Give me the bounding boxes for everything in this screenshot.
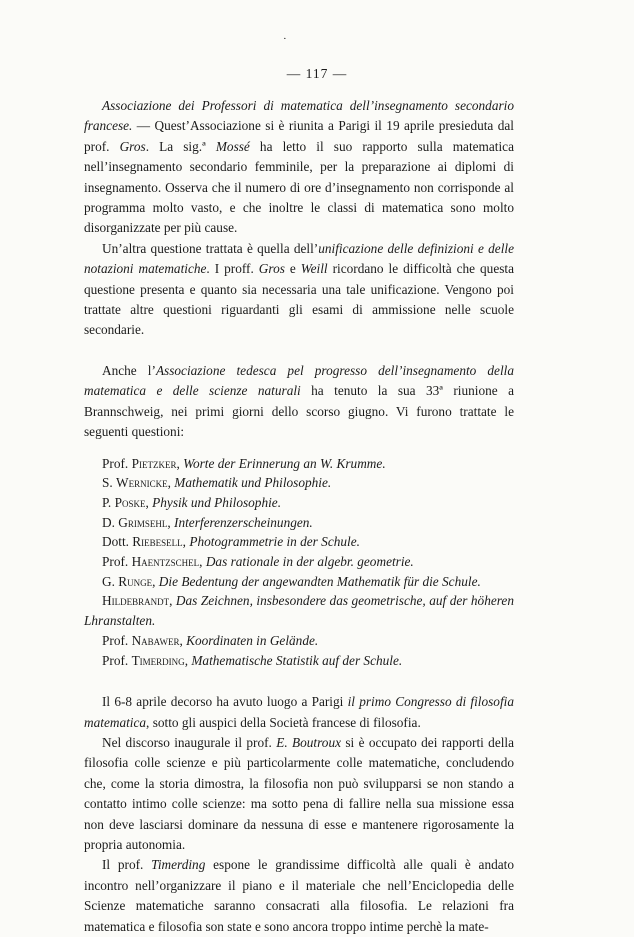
list-item: P. Poske, Physik und Philosophie.	[102, 494, 282, 510]
list-item: D. Grimsehl, Interferenzerscheinungen.	[102, 514, 313, 530]
section-gap	[84, 670, 514, 692]
list-item: Prof. Nabawer, Koordinaten in Gelände.	[102, 632, 319, 648]
paragraph-philosophy-congress: Il 6-8 aprile decorso ha avuto luogo a Parigi il primo Congresso di filosofia matematica, sotto gli auspici della Società francese di filosofia.	[84, 694, 514, 730]
list-item: Dott. Riebesell, Photogrammetrie in der Schule.	[102, 534, 360, 550]
body-text	[84, 96, 514, 937]
top-mark: ·	[283, 33, 287, 45]
list-item: Prof. Pietzker, Worte der Erinnerung an W. Krumme.	[102, 455, 386, 471]
paragraph-french-association: Associazione dei Professori di matematica dell’insegnamento secondario francese. — Quest’Associazione si è riunita a Parigi il 19 aprile presieduta dal prof. Gros. La sig.ª Mossé ha letto il suo rapporto sulla matematica nell’insegnamento secondario femminile, per la preparazione ai diplomi di insegnamento. Osserva che il numero di ore d’insegnamento non corrisponde al programma molto vasto, e che inoltre le classi di matematica sono molto disorganizzate per più cause.	[84, 98, 514, 236]
list-item: Hildebrandt, Das Zeichnen, insbesondere das geometrische, auf der höheren Lhranstalten.	[84, 593, 514, 629]
list-item: S. Wernicke, Mathematik und Philosophie.	[102, 475, 332, 491]
association-title: Associazione dei Professori di matematica dell’insegnamento secondario francese.	[84, 98, 514, 134]
person-mosse: Mossé	[215, 138, 250, 154]
person-boutroux: E. Boutroux	[276, 735, 342, 751]
paragraph-german-association: Anche l’Associazione tedesca pel progresso dell’insegnamento della matematica e delle scienze naturali ha tenuto la sua 33ª riunione a Brannschweig, nei primi giorni dello scorso giugno. Vi furono trattate le seguenti questioni:	[84, 362, 514, 440]
page-number: — 117 —	[286, 66, 348, 81]
congress-name: il primo Congresso di filosofia matematica	[84, 694, 514, 730]
person-timerding: Timerding	[151, 857, 206, 873]
german-association-name: Associazione tedesca pel progresso dell’insegnamento della matematica e delle scienze naturali	[84, 362, 514, 399]
list-item: Prof. Timerding, Mathematische Statistik auf der Schule.	[102, 652, 403, 668]
paragraph-timerding: Il prof. Timerding espone le grandissime difficoltà alle quali è andato incontro nell’organizzare il piano e il materiale che nell’Enciclopedia delle Scienze matematiche saranno consacrati alla filosofia. Le relazioni fra matematica e filosofia son state e sono ancora troppo intime perchè la mate-	[84, 857, 514, 934]
person-weill: Weill	[300, 261, 328, 277]
person-gros-2: Gros	[258, 261, 285, 277]
paragraph-unification: Un’altra questione trattata è quella dell’unificazione delle definizioni e delle notazioni matematiche. I proff. Gros e Weill ricordano le difficoltà che questa questione presenta e quanto sia necessaria una tale unificazione. Vengono poi trattate altre questioni riguardanti gli esami di ammissione nelle scuole secondarie.	[84, 240, 514, 338]
person-gros: Gros	[119, 138, 146, 154]
paragraph-boutroux: Nel discorso inaugurale il prof. E. Boutroux si è occupato dei rapporti della filosofia colle scienze e più particolarmente colle matematiche, concludendo che, come la storia dimostra, la filosofia non può svilupparsi se non stando a contatto intimo colle scienze: ma sotto pena di fallire nella sua missione essa non deve lasciarsi dominare da nessuna di esse e mantenere rigorosamente la propria autonomia.	[84, 735, 515, 853]
unification-topic: unificazione delle definizioni e delle notazioni matematiche	[84, 240, 514, 277]
list-item: Prof. Haentzschel, Das rationale in der algebr. geometrie.	[102, 554, 414, 570]
talks-list	[84, 454, 514, 671]
list-item: G. Runge, Die Bedentung der angewandten Mathematik für die Schule.	[102, 573, 481, 589]
